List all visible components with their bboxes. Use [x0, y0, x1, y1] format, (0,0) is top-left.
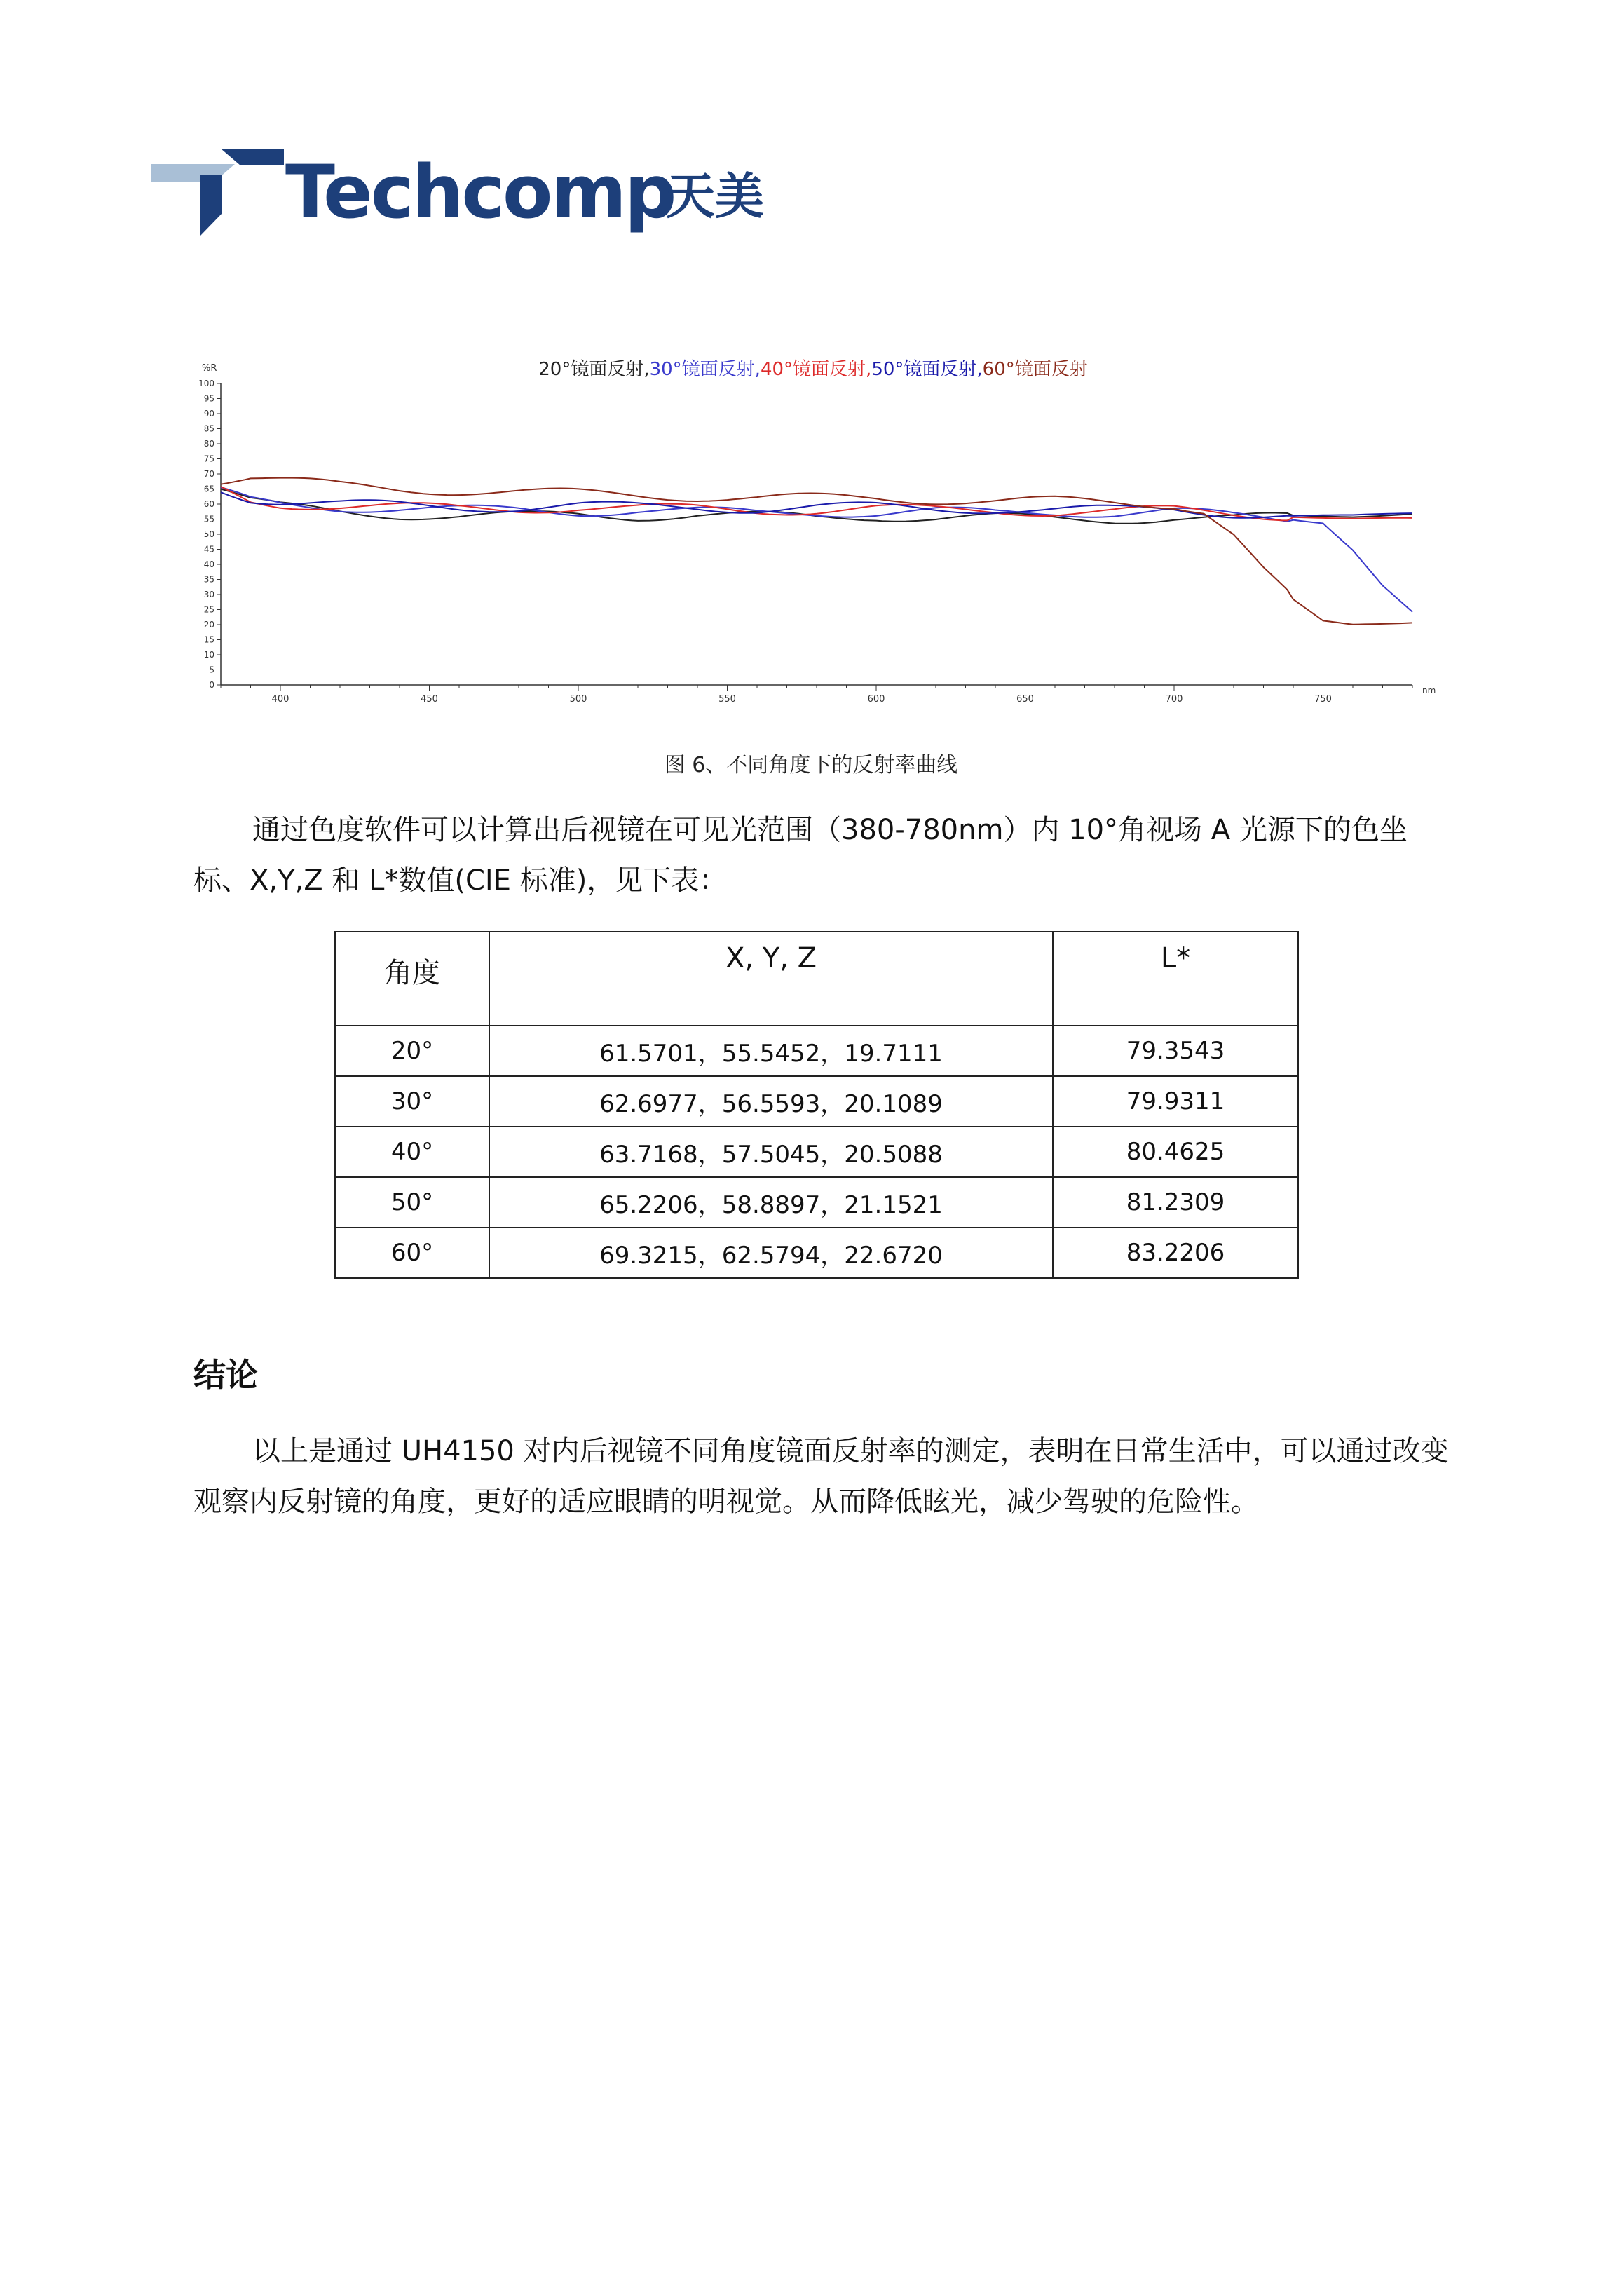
legend-entry: 30°镜面反射, — [649, 359, 761, 380]
series-line — [221, 487, 1412, 612]
y-tick-label: 45 — [203, 544, 214, 555]
chart-legend — [538, 359, 1088, 380]
x-tick-label: 700 — [1165, 694, 1183, 705]
table-row — [335, 1228, 1298, 1278]
series-line — [221, 478, 1412, 625]
y-tick-label: 70 — [203, 469, 214, 479]
reflectance-chart — [189, 354, 1437, 719]
cell-angle: 20° — [335, 1026, 489, 1076]
chart-series — [221, 478, 1412, 625]
cell-angle: 30° — [335, 1076, 489, 1127]
table-row — [335, 1177, 1298, 1228]
x-tick-label: 750 — [1314, 694, 1332, 705]
cell-xyz: 63.7168，57.5045，20.5088 — [489, 1127, 1053, 1177]
cell-xyz: 69.3215，62.5794，22.6720 — [489, 1228, 1053, 1278]
y-tick-label: 15 — [203, 634, 214, 645]
intro-paragraph — [193, 805, 1455, 906]
cell-l: 81.2309 — [1053, 1177, 1298, 1228]
y-tick-label: 5 — [209, 665, 214, 675]
legend-text — [538, 359, 1088, 380]
cell-xyz: 62.6977，56.5593，20.1089 — [489, 1076, 1053, 1127]
intro-text: 通过色度软件可以计算出后视镜在可见光范围（380-780nm）内 10°角视场 A 光源下的色坐标、X,Y,Z 和 L*数值(CIE 标准)，见下表： — [193, 814, 1408, 897]
y-tick-label: 40 — [203, 559, 214, 569]
figure-caption: 图 6、不同角度下的反射率曲线 — [664, 753, 958, 777]
y-tick-label: 65 — [203, 484, 214, 494]
y-tick-label: 85 — [203, 423, 214, 434]
y-tick-label: 100 — [198, 379, 214, 388]
table-row — [335, 1127, 1298, 1177]
y-tick-label: 60 — [203, 499, 214, 509]
conclusion-paragraph — [193, 1426, 1455, 1527]
x-tick-label: 500 — [569, 694, 587, 705]
logo-wordmark: Techcomp — [285, 149, 675, 235]
y-axis-label: %R — [202, 363, 217, 374]
legend-entry: 40°镜面反射, — [760, 359, 872, 380]
cell-xyz: 65.2206，58.8897，21.1521 — [489, 1177, 1053, 1228]
cell-l: 83.2206 — [1053, 1228, 1298, 1278]
y-tick-label: 35 — [203, 574, 214, 585]
y-tick-label: 20 — [203, 620, 214, 630]
cell-xyz: 61.5701，55.5452，19.7111 — [489, 1026, 1053, 1076]
cell-l: 80.4625 — [1053, 1127, 1298, 1177]
table-row — [335, 1026, 1298, 1076]
cell-angle: 50° — [335, 1177, 489, 1228]
y-tick-label: 25 — [203, 604, 214, 615]
x-tick-label: 650 — [1016, 694, 1034, 705]
cell-l: 79.3543 — [1053, 1026, 1298, 1076]
y-tick-label: 95 — [203, 393, 214, 404]
y-tick-label: 10 — [203, 650, 214, 660]
chart-axes — [198, 363, 1436, 705]
table-header-row — [335, 932, 1298, 1026]
y-tick-label: 75 — [203, 454, 214, 464]
conclusion-heading: 结论 — [193, 1356, 258, 1394]
y-tick-label: 30 — [203, 590, 214, 599]
x-axis-unit: nm — [1422, 686, 1436, 695]
x-tick-label: 550 — [718, 694, 736, 705]
table-row — [335, 1076, 1298, 1127]
header-angle: 角度 — [335, 932, 489, 1026]
cell-angle: 40° — [335, 1127, 489, 1177]
y-tick-label: 80 — [203, 439, 214, 449]
conclusion-text: 以上是通过 UH4150 对内后视镜不同角度镜面反射率的测定，表明在日常生活中，可以通过改变观察内反射镜的角度，更好的适应眼睛的明视觉。从而降低眩光，减少驾驶的危险性。 — [193, 1435, 1449, 1518]
color-data-table — [334, 931, 1299, 1279]
techcomp-logo — [151, 149, 782, 243]
x-tick-label: 450 — [421, 694, 438, 705]
legend-entry: 60°镜面反射 — [982, 359, 1088, 380]
legend-entry: 50°镜面反射, — [871, 359, 983, 380]
legend-entry: 20°镜面反射, — [538, 359, 650, 380]
y-tick-label: 90 — [203, 409, 214, 419]
cell-angle: 60° — [335, 1228, 489, 1278]
header-xyz: X, Y, Z — [489, 932, 1053, 1026]
logo-chinese-name: 天美 — [666, 168, 764, 225]
x-tick-label: 400 — [271, 694, 289, 705]
cell-l: 79.9311 — [1053, 1076, 1298, 1127]
y-tick-label: 0 — [209, 680, 214, 690]
logo-mark-icon — [151, 149, 284, 236]
header-l: L* — [1053, 932, 1298, 1026]
x-tick-label: 600 — [867, 694, 885, 705]
y-tick-label: 55 — [203, 514, 214, 524]
y-tick-label: 50 — [203, 529, 214, 539]
